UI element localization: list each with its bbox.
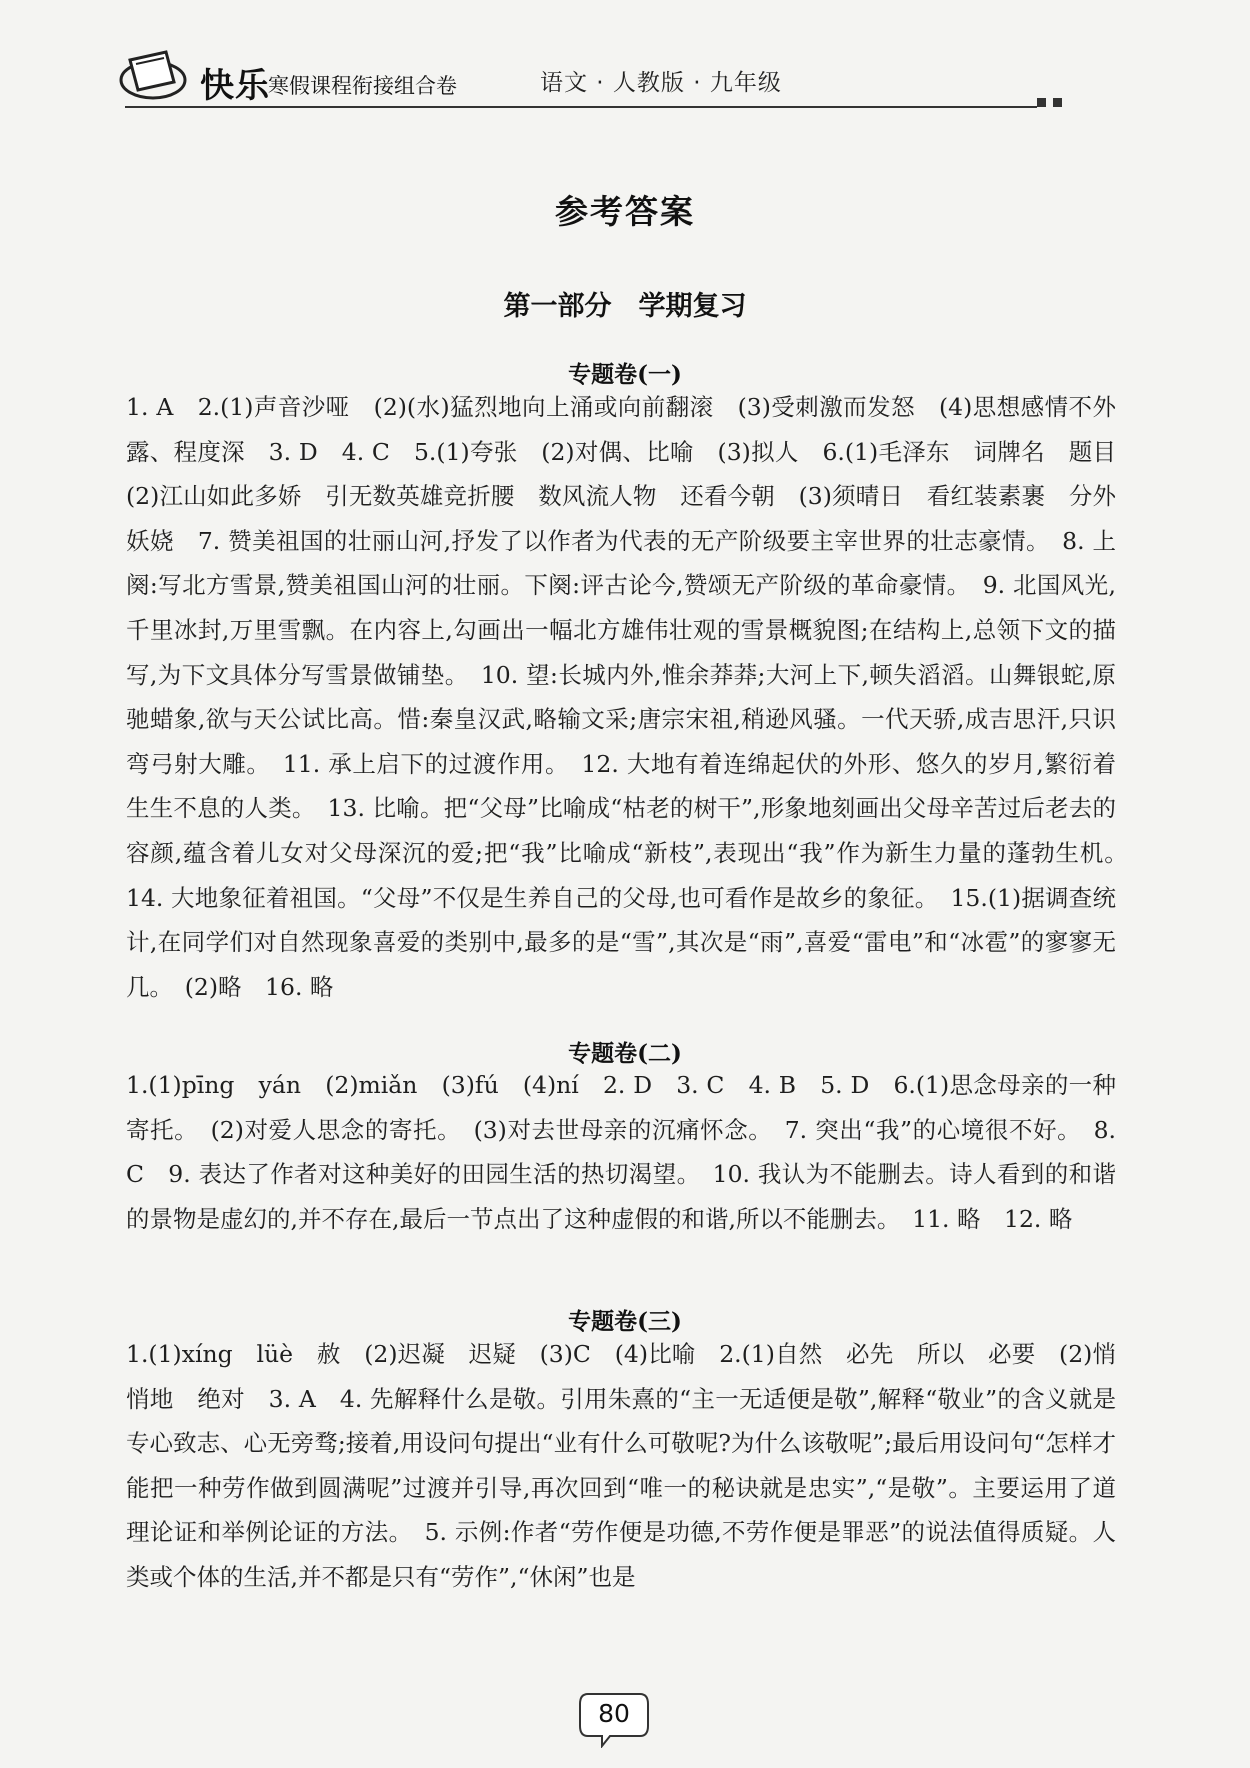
section-heading: 专题卷(一)	[568, 361, 682, 388]
header-rule	[125, 106, 1037, 108]
book-info: 语文 · 人教版 · 九年级	[540, 70, 782, 96]
page-number: 80	[598, 1699, 630, 1728]
header-square	[1037, 98, 1046, 107]
brand-subtitle: 寒假课程衔接组合卷	[268, 74, 457, 98]
section-heading: 专题卷(三)	[568, 1308, 682, 1335]
section-heading: 专题卷(二)	[568, 1040, 682, 1067]
part-title: 第一部分 学期复习	[503, 291, 747, 322]
section-body: 1.(1)pīng yán (2)miǎn (3)fú (4)ní 2. D 3. C 4. B 5. D 6.(1)思念母亲的一种寄托。 (2)对爱人思念的寄托。 (3)对去世母亲的沉痛怀念。 7. 突出“我”的心境很不好。 8. C 9. 表达了作者对这种美好的田园生活的热切渴望。 10. 我认为不能删去。诗人看到的和谐的景物是虚幻的,并不存在,最后一节点出了这种虚假的和谐,所以不能删去。 11. 略 12. 略	[126, 1071, 1116, 1233]
brand-name: 快乐	[200, 66, 270, 106]
header-square	[1053, 98, 1062, 107]
page-number-badge	[578, 1690, 650, 1748]
book-logo-icon	[118, 38, 188, 108]
page-title: 参考答案	[555, 192, 695, 231]
section-body: 1. A 2.(1)声音沙哑 (2)(水)猛烈地向上涌或向前翻滚 (3)受刺激而发怒 (4)思想感情不外露、程度深 3. D 4. C 5.(1)夸张 (2)对偶、比喻 (3)拟人 6.(1)毛泽东 词牌名 题目 (2)江山如此多娇 引无数英雄竞折腰 数风流人物 还看今朝 (3)须晴日 看红装素裹 分外妖娆 7. 赞美祖国的壮丽山河,抒发了以作者为代表的无产阶级要主宰世界的壮志豪情。 8. 上阕:写北方雪景,赞美祖国山河的壮丽。下阕:评古论今,赞颂无产阶级的革命豪情。 9. 北国风光,千里冰封,万里雪飘。在内容上,勾画出一幅北方雄伟壮观的雪景概貌图;在结构上,总领下文的描写,为下文具体分写雪景做铺垫。 10. 望:长城内外,惟余莽莽;大河上下,顿失滔滔。山舞银蛇,原驰蜡象,欲与天公试比高。惜:秦皇汉武,略输文采;唐宗宋祖,稍逊风骚。一代天骄,成吉思汗,只识弯弓射大雕。 11. 承上启下的过渡作用。 12. 大地有着连绵起伏的外形、悠久的岁月,繁衍着生生不息的人类。 13. 比喻。把“父母”比喻成“枯老的树干”,形象地刻画出父母辛苦过后老去的容颜,蕴含着儿女对父母深沉的爱;把“我”比喻成“新枝”,表现出“我”作为新生力量的蓬勃生机。 14. 大地象征着祖国。“父母”不仅是生养自己的父母,也可看作是故乡的象征。 15.(1)据调查统计,在同学们对自然现象喜爱的类别中,最多的是“雪”,其次是“雨”,喜爱“雷电”和“冰雹”的寥寥无几。 (2)略 16. 略	[126, 393, 1140, 1001]
section-body: 1.(1)xíng lüè 赦 (2)迟凝 迟疑 (3)C (4)比喻 2.(1)自然 必先 所以 必要 (2)悄悄地 绝对 3. A 4. 先解释什么是敬。引用朱熹的“主一无适便是敬”,解释“敬业”的含义就是专心致志、心无旁骛;接着,用设问句提出“业有什么可敬呢?为什么该敬呢”;最后用设问句“怎样才能把一种劳作做到圆满呢”过渡并引导,再次回到“唯一的秘诀就是忠实”,“是敬”。主要运用了道理论证和举例论证的方法。 5. 示例:作者“劳作便是功德,不劳作便是罪恶”的说法值得质疑。人类或个体的生活,并不都是只有“劳作”,“休闲”也是	[126, 1340, 1116, 1591]
